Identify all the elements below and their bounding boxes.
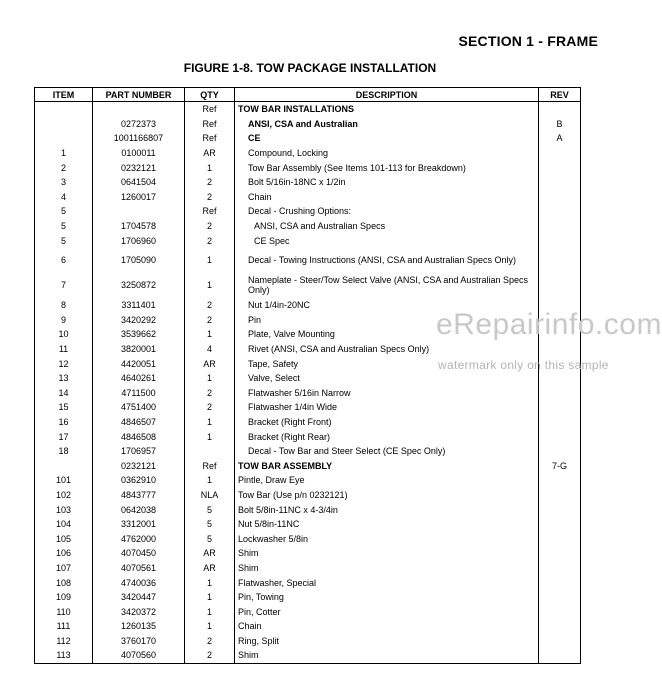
watermark-logo: eRepairinfo.com <box>436 308 662 341</box>
watermark-note: watermark only on this sample <box>438 358 609 372</box>
qty-cell: 1 <box>185 590 235 605</box>
rev-cell <box>539 561 581 576</box>
qty-cell: 1 <box>185 415 235 430</box>
part-number-cell: 1260135 <box>93 619 185 634</box>
qty-cell: 2 <box>185 634 235 649</box>
description-cell: ANSI, CSA and Australian Specs <box>235 219 539 234</box>
part-number-cell: 4751400 <box>93 400 185 415</box>
part-number-cell: 3420372 <box>93 604 185 619</box>
rev-cell <box>539 488 581 503</box>
part-number-cell: 4070450 <box>93 546 185 561</box>
item-cell <box>35 131 93 146</box>
figure-title: FIGURE 1-8. TOW PACKAGE INSTALLATION <box>183 61 437 75</box>
table-row <box>35 342 581 357</box>
item-cell: 108 <box>35 575 93 590</box>
item-cell: 11 <box>35 342 93 357</box>
qty-cell: 1 <box>185 619 235 634</box>
part-number-cell: 0362910 <box>93 473 185 488</box>
table-row <box>35 175 581 190</box>
table-row <box>35 444 581 459</box>
rev-cell <box>539 342 581 357</box>
qty-cell: 1 <box>185 604 235 619</box>
rev-cell <box>539 634 581 649</box>
qty-cell: 1 <box>185 327 235 342</box>
rev-cell <box>539 517 581 532</box>
rev-cell <box>539 233 581 248</box>
item-cell: 16 <box>35 415 93 430</box>
table-row <box>35 190 581 205</box>
description-cell: Tow Bar (Use p/n 0232121) <box>235 488 539 503</box>
item-cell: 8 <box>35 298 93 313</box>
column-header-part-number: PART NUMBER <box>93 88 185 102</box>
description-cell: CE Spec <box>235 233 539 248</box>
column-header-description: DESCRIPTION <box>235 88 539 102</box>
qty-cell: 2 <box>185 219 235 234</box>
table-row <box>35 517 581 532</box>
column-header-rev: REV <box>539 88 581 102</box>
item-cell: 15 <box>35 400 93 415</box>
part-number-cell: 0642038 <box>93 502 185 517</box>
description-cell: Bolt 5/16in-18NC x 1/2in <box>235 175 539 190</box>
table-row <box>35 400 581 415</box>
qty-cell: 5 <box>185 502 235 517</box>
description-cell: Bolt 5/8in-11NC x 4-3/4in <box>235 502 539 517</box>
part-number-cell: 4711500 <box>93 386 185 401</box>
item-cell: 5 <box>35 233 93 248</box>
rev-cell <box>539 248 581 273</box>
qty-cell: AR <box>185 146 235 161</box>
part-number-cell: 4640261 <box>93 371 185 386</box>
part-number-cell: 3539662 <box>93 327 185 342</box>
description-cell: Ring, Split <box>235 634 539 649</box>
column-header-item: ITEM <box>35 88 93 102</box>
table-row <box>35 648 581 663</box>
table-row <box>35 273 581 298</box>
item-cell: 3 <box>35 175 93 190</box>
table-row <box>35 575 581 590</box>
description-cell: Plate, Valve Mounting <box>235 327 539 342</box>
qty-cell: 2 <box>185 386 235 401</box>
description-cell: Rivet (ANSI, CSA and Australian Specs Only) <box>235 342 539 357</box>
qty-cell: 1 <box>185 371 235 386</box>
qty-cell: 1 <box>185 429 235 444</box>
qty-cell: 1 <box>185 575 235 590</box>
item-cell: 14 <box>35 386 93 401</box>
item-cell: 110 <box>35 604 93 619</box>
section-title: SECTION 1 - FRAME <box>458 33 598 49</box>
description-cell: Pin, Cotter <box>235 604 539 619</box>
table-row <box>35 590 581 605</box>
item-cell: 5 <box>35 204 93 219</box>
part-number-cell: 4070560 <box>93 648 185 663</box>
description-cell: Chain <box>235 190 539 205</box>
table-row <box>35 415 581 430</box>
item-cell: 106 <box>35 546 93 561</box>
description-cell: Nut 5/8in-11NC <box>235 517 539 532</box>
rev-cell <box>539 575 581 590</box>
item-cell: 107 <box>35 561 93 576</box>
table-row <box>35 204 581 219</box>
description-cell: Chain <box>235 619 539 634</box>
rev-cell <box>539 590 581 605</box>
item-cell: 4 <box>35 190 93 205</box>
item-cell: 113 <box>35 648 93 663</box>
item-cell: 17 <box>35 429 93 444</box>
table-row <box>35 219 581 234</box>
description-cell: TOW BAR ASSEMBLY <box>235 458 539 473</box>
description-cell: Tow Bar Assembly (See Items 101-113 for Breakdown) <box>235 160 539 175</box>
description-cell: ANSI, CSA and Australian <box>235 117 539 132</box>
part-number-cell <box>93 102 185 117</box>
description-cell: Shim <box>235 648 539 663</box>
part-number-cell: 1001166807 <box>93 131 185 146</box>
item-cell: 102 <box>35 488 93 503</box>
part-number-cell: 1704578 <box>93 219 185 234</box>
table-row <box>35 488 581 503</box>
rev-cell <box>539 219 581 234</box>
part-number-cell: 0232121 <box>93 458 185 473</box>
part-number-cell: 1706957 <box>93 444 185 459</box>
qty-cell: 2 <box>185 400 235 415</box>
part-number-cell: 1706960 <box>93 233 185 248</box>
rev-cell <box>539 473 581 488</box>
qty-cell: 2 <box>185 313 235 328</box>
description-cell: Compound, Locking <box>235 146 539 161</box>
part-number-cell: 3420447 <box>93 590 185 605</box>
column-header-qty: QTY <box>185 88 235 102</box>
rev-cell <box>539 386 581 401</box>
description-cell: Bracket (Right Front) <box>235 415 539 430</box>
rev-cell <box>539 502 581 517</box>
item-cell: 112 <box>35 634 93 649</box>
rev-cell <box>539 273 581 298</box>
qty-cell: NLA <box>185 488 235 503</box>
table-row <box>35 531 581 546</box>
description-cell: TOW BAR INSTALLATIONS <box>235 102 539 117</box>
qty-cell: AR <box>185 561 235 576</box>
rev-cell <box>539 204 581 219</box>
item-cell: 103 <box>35 502 93 517</box>
qty-cell: 4 <box>185 342 235 357</box>
description-cell: Flatwasher, Special <box>235 575 539 590</box>
table-row <box>35 160 581 175</box>
description-cell: CE <box>235 131 539 146</box>
rev-cell <box>539 190 581 205</box>
table-row <box>35 546 581 561</box>
qty-cell: 2 <box>185 190 235 205</box>
rev-cell <box>539 444 581 459</box>
item-cell <box>35 458 93 473</box>
rev-cell <box>539 102 581 117</box>
description-cell: Pin <box>235 313 539 328</box>
parts-table <box>34 87 581 664</box>
table-row <box>35 102 581 117</box>
item-cell: 104 <box>35 517 93 532</box>
part-number-cell: 4740036 <box>93 575 185 590</box>
item-cell: 18 <box>35 444 93 459</box>
item-cell: 109 <box>35 590 93 605</box>
qty-cell: 2 <box>185 175 235 190</box>
description-cell: Lockwasher 5/8in <box>235 531 539 546</box>
rev-cell <box>539 415 581 430</box>
part-number-cell: 3760170 <box>93 634 185 649</box>
qty-cell: Ref <box>185 102 235 117</box>
description-cell: Decal - Towing Instructions (ANSI, CSA and Australian Specs Only) <box>235 248 539 273</box>
qty-cell: 1 <box>185 473 235 488</box>
table-row <box>35 429 581 444</box>
rev-cell <box>539 604 581 619</box>
description-cell: Bracket (Right Rear) <box>235 429 539 444</box>
description-cell: Nut 1/4in-20NC <box>235 298 539 313</box>
item-cell: 105 <box>35 531 93 546</box>
qty-cell: AR <box>185 546 235 561</box>
item-cell: 111 <box>35 619 93 634</box>
qty-cell: 1 <box>185 273 235 298</box>
qty-cell: AR <box>185 356 235 371</box>
description-cell: Flatwasher 1/4in Wide <box>235 400 539 415</box>
table-row <box>35 619 581 634</box>
rev-cell <box>539 429 581 444</box>
rev-cell <box>539 648 581 663</box>
part-number-cell: 3312001 <box>93 517 185 532</box>
description-cell: Valve, Select <box>235 371 539 386</box>
table-row <box>35 604 581 619</box>
part-number-cell: 4762000 <box>93 531 185 546</box>
qty-cell: Ref <box>185 117 235 132</box>
part-number-cell: 4070561 <box>93 561 185 576</box>
qty-cell: Ref <box>185 131 235 146</box>
item-cell: 1 <box>35 146 93 161</box>
description-cell: Nameplate - Steer/Tow Select Valve (ANSI, CSA and Australian Specs Only) <box>235 273 539 298</box>
rev-cell <box>539 146 581 161</box>
qty-cell: 2 <box>185 298 235 313</box>
qty-cell: 5 <box>185 531 235 546</box>
table-row <box>35 458 581 473</box>
part-number-cell: 4846507 <box>93 415 185 430</box>
rev-cell <box>539 175 581 190</box>
rev-cell <box>539 160 581 175</box>
table-row <box>35 117 581 132</box>
item-cell <box>35 102 93 117</box>
part-number-cell: 0641504 <box>93 175 185 190</box>
rev-cell <box>539 400 581 415</box>
item-cell: 9 <box>35 313 93 328</box>
rev-cell <box>539 531 581 546</box>
item-cell: 5 <box>35 219 93 234</box>
part-number-cell: 3250872 <box>93 273 185 298</box>
rev-cell <box>539 371 581 386</box>
part-number-cell: 0272373 <box>93 117 185 132</box>
description-cell: Pintle, Draw Eye <box>235 473 539 488</box>
qty-cell: Ref <box>185 458 235 473</box>
qty-cell: 2 <box>185 648 235 663</box>
description-cell: Shim <box>235 546 539 561</box>
description-cell: Decal - Crushing Options: <box>235 204 539 219</box>
item-cell: 2 <box>35 160 93 175</box>
description-cell: Pin, Towing <box>235 590 539 605</box>
item-cell: 13 <box>35 371 93 386</box>
part-number-cell: 3420292 <box>93 313 185 328</box>
part-number-cell: 4846508 <box>93 429 185 444</box>
table-row <box>35 386 581 401</box>
table-row <box>35 248 581 273</box>
part-number-cell: 1260017 <box>93 190 185 205</box>
table-row <box>35 634 581 649</box>
table-header-row <box>35 88 581 102</box>
table-row <box>35 473 581 488</box>
table-row <box>35 233 581 248</box>
qty-cell <box>185 444 235 459</box>
part-number-cell: 1705090 <box>93 248 185 273</box>
item-cell: 6 <box>35 248 93 273</box>
qty-cell: Ref <box>185 204 235 219</box>
part-number-cell: 4420051 <box>93 356 185 371</box>
item-cell: 12 <box>35 356 93 371</box>
table-row <box>35 371 581 386</box>
part-number-cell: 4843777 <box>93 488 185 503</box>
rev-cell: B <box>539 117 581 132</box>
part-number-cell: 0100011 <box>93 146 185 161</box>
item-cell: 101 <box>35 473 93 488</box>
table-row <box>35 146 581 161</box>
rev-cell: A <box>539 131 581 146</box>
description-cell: Tape, Safety <box>235 356 539 371</box>
part-number-cell: 3820001 <box>93 342 185 357</box>
table-row <box>35 502 581 517</box>
rev-cell <box>539 619 581 634</box>
qty-cell: 1 <box>185 160 235 175</box>
description-cell: Decal - Tow Bar and Steer Select (CE Spec Only) <box>235 444 539 459</box>
table-row <box>35 131 581 146</box>
table-row <box>35 561 581 576</box>
qty-cell: 2 <box>185 233 235 248</box>
part-number-cell <box>93 204 185 219</box>
part-number-cell: 0232121 <box>93 160 185 175</box>
part-number-cell: 3311401 <box>93 298 185 313</box>
description-cell: Shim <box>235 561 539 576</box>
rev-cell: 7-G <box>539 458 581 473</box>
item-cell <box>35 117 93 132</box>
qty-cell: 1 <box>185 248 235 273</box>
item-cell: 10 <box>35 327 93 342</box>
rev-cell <box>539 546 581 561</box>
qty-cell: 5 <box>185 517 235 532</box>
description-cell: Flatwasher 5/16in Narrow <box>235 386 539 401</box>
item-cell: 7 <box>35 273 93 298</box>
